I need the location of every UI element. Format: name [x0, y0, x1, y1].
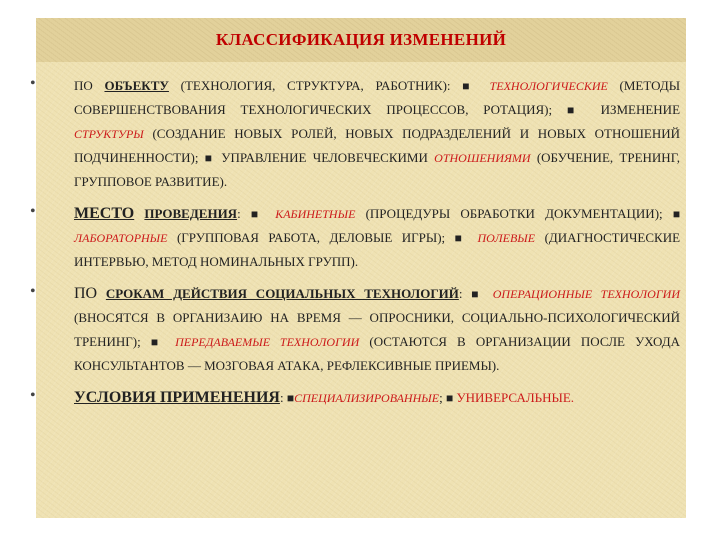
bullet-icon: • — [30, 283, 36, 300]
list-item-text: МЕСТО ПРОВЕДЕНИЯ: ■ КАБИНЕТНЫЕ (ПРОЦЕДУРЫ ОБРАБОТКИ ДОКУМЕНТАЦИИ); ■ ЛАБОРАТОРНЫЕ (ГРУППОВАЯ РАБОТА, ДЕЛОВЫЕ ИГРЫ); ■ ПОЛЕВЫЕ (ДИАГНОСТИЧЕСКИЕ ИНТЕРВЬЮ, МЕТОД НОМИНАЛЬНЫХ ГРУПП). — [74, 205, 681, 269]
list-item-text: ПО СРОКАМ ДЕЙСТВИЯ СОЦИАЛЬНЫХ ТЕХНОЛОГИЙ: ■ ОПЕРАЦИОННЫЕ ТЕХНОЛОГИИ (ВНОСЯТСЯ В ОРГАНИЗАИЮ НА ВРЕМЯ — ОПРОСНИКИ, СОЦИАЛЬНО-ПСИХОЛОГИЧЕСКИЙ ТРЕНИНГ); ■ ПЕРЕДАВАЕМЫЕ ТЕХНОЛОГИИ (ОСТАЮТСЯ В ОРГАНИЗАЦИИ ПОСЛЕ УХОДА КОНСУЛЬТАНТОВ — МОЗГОВАЯ АТАКА, РЕФЛЕКСИВНЫЕ ПРИЕМЫ). — [74, 285, 681, 373]
list-item — [30, 386, 680, 410]
title-band — [36, 18, 686, 62]
list-item — [30, 282, 680, 378]
list-item — [30, 202, 680, 274]
square-bullet-icon: ■ — [462, 79, 478, 93]
square-bullet-icon: ■ — [204, 151, 215, 165]
list-item-text: УСЛОВИЯ ПРИМЕНЕНИЯ: ■СПЕЦИАЛИЗИРОВАННЫЕ; ■ УНИВЕРСАЛЬНЫЕ. — [74, 389, 575, 406]
square-bullet-icon: ■ — [454, 231, 469, 245]
bullet-icon: • — [30, 203, 36, 220]
square-bullet-icon: ■ — [286, 391, 295, 405]
list-item-text: ПО ОБЪЕКТУ (ТЕХНОЛОГИЯ, СТРУКТУРА, РАБОТНИК): ■ ТЕХНОЛОГИЧЕСКИЕ (МЕТОДЫ СОВЕРШЕНСТВОВАНИЯ ТЕХНОЛОГИЧЕСКИХ ПРОЦЕССОВ, РОТАЦИЯ); ■ ИЗМЕНЕНИЕ СТРУКТУРЫ (СОЗДАНИЕ НОВЫХ РОЛЕЙ, НОВЫХ ПОДРАЗДЕЛЕНИЙ И НОВЫХ ОТНОШЕНИЙ ПОДЧИНЕННОСТИ); ■ УПРАВЛЕНИЕ ЧЕЛОВЕЧЕСКИМИ ОТНОШЕНИЯМИ (ОБУЧЕНИЕ, ТРЕНИНГ, ГРУППОВОЕ РАЗВИТИЕ). — [74, 78, 681, 189]
square-bullet-icon: ■ — [150, 335, 165, 349]
bullet-icon: • — [30, 387, 36, 404]
square-bullet-icon: ■ — [672, 207, 681, 221]
square-bullet-icon: ■ — [566, 103, 586, 117]
bullet-icon: • — [30, 75, 36, 92]
square-bullet-icon: ■ — [250, 207, 266, 221]
bullet-list — [30, 74, 680, 418]
list-item — [30, 74, 680, 194]
slide-title: КЛАССИФИКАЦИЯ ИЗМЕНЕНИЙ — [215, 30, 507, 49]
square-bullet-icon: ■ — [471, 287, 484, 301]
square-bullet-icon: ■ — [445, 391, 454, 405]
